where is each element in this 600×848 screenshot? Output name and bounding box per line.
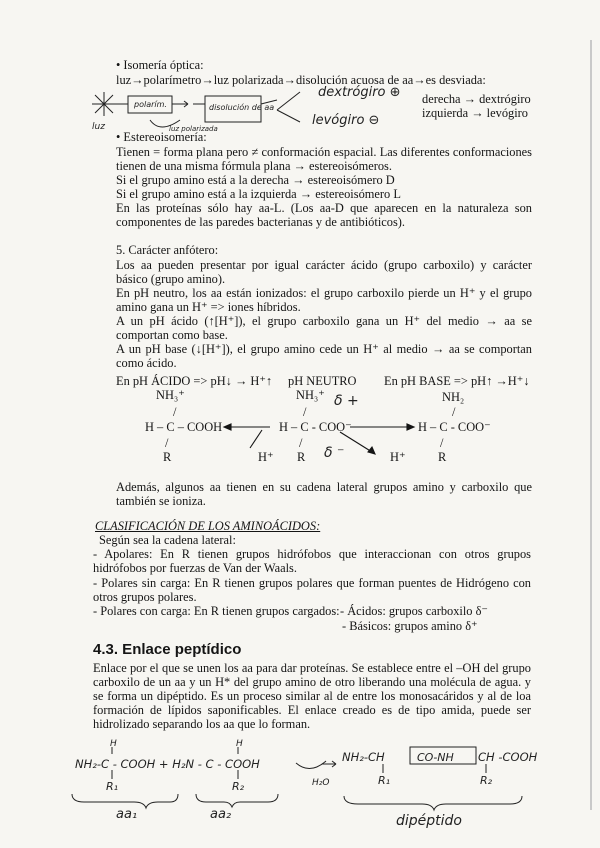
neutral-nh3: NH₃⁺ xyxy=(296,388,325,402)
hw-dipeptido: dipéptido xyxy=(396,813,462,829)
hw-dip-r2: R₂ xyxy=(480,774,493,787)
base-r: R xyxy=(438,450,447,464)
optica-right: derecha → dextrógiro xyxy=(422,92,531,106)
hw-peptide-bond: CO-NH xyxy=(417,751,454,764)
clasif-title: CLASIFICACIÓN DE LOS AMINOÁCIDOS: xyxy=(95,519,321,533)
enlace-heading: 4.3. Enlace peptídico xyxy=(93,641,242,658)
solution-label: disolución de aa xyxy=(209,103,275,112)
anfotero-p2: En pH neutro, los aa están ionizados: el grupo carboxilo pierde un H⁺ y el grupo amino gana un H⁺ => iones híbridos. xyxy=(116,286,532,314)
hw-r2: R₂ xyxy=(232,780,245,793)
base-label: En pH BASE => pH↑ →H⁺↓ xyxy=(384,374,530,388)
delta-minus: δ ⁻ xyxy=(324,445,345,461)
hw-levogiro: levógiro ⊖ xyxy=(312,113,380,128)
clasif-polares: - Polares sin carga: En R tienen grupos polares que forman puentes de Hidrógeno con otros grupos polares. xyxy=(93,576,531,604)
enlace-p1: Enlace por el que se unen los aa para dar proteínas. Se establece entre el –OH del grupo carboxilo de un aa y un H* del grupo amino de otro liberando una molécula de agua. y se forma un dipéptido. Es un proceso similar al de entre los monosacáridos y al de loa formación de lípidos saponificables. El enlace creado es de tipo amida, puede ser hidrolizado separando los aa que lo forman. xyxy=(93,661,531,731)
base-chain: H – C - COO⁻ xyxy=(418,420,491,434)
acid-r: R xyxy=(163,450,172,464)
clasif-cargados: - Polares con carga: En R tienen grupos cargados: xyxy=(93,604,340,618)
delta-plus: δ + xyxy=(334,393,359,409)
hw-r1: R₁ xyxy=(106,780,119,793)
hw-h1: H xyxy=(110,739,117,749)
acid-h: H⁺ xyxy=(258,450,274,464)
estereo-title: • Estereoisomería: xyxy=(116,130,207,144)
hw-reactants: NH₂-C - COOH + H₂N - C - COOH xyxy=(75,757,260,771)
hw-dip-r1: R₁ xyxy=(378,774,391,787)
clasif-apolares: - Apolares: En R tienen grupos hidrófobos que interaccionan con otros grupos hidrófobos por fuerzas de Van der Waals. xyxy=(93,547,531,575)
neutral-label: pH NEUTRO xyxy=(288,374,357,388)
hw-dipeptide-end: CH -COOH xyxy=(478,750,538,764)
estereo-p3: Si el grupo amino está a la izquierda → estereoisómero L xyxy=(116,187,401,201)
luz-polarizada-label: luz polarizada xyxy=(169,125,218,133)
neutral-slash-top: / xyxy=(303,405,307,419)
optica-chain: luz→polarímetro→luz polarizada→disolución acuosa de aa→es desviada: xyxy=(116,73,486,87)
acid-slash-bottom: / xyxy=(165,436,169,450)
acid-nh3: NH₃⁺ xyxy=(156,388,185,402)
acid-slash-top: / xyxy=(173,405,177,419)
neutral-chain: H – C - COO⁻ xyxy=(279,420,352,434)
hw-dipeptide-start: NH₂-CH xyxy=(342,750,385,764)
luz-label: luz xyxy=(92,122,105,132)
hw-dextrogiro: dextrógiro ⊕ xyxy=(318,85,401,100)
base-h: H⁺ xyxy=(390,450,406,464)
hw-h2: H xyxy=(236,739,243,749)
base-slash-bottom: / xyxy=(440,436,444,450)
anfotero-p1: Los aa pueden presentar por igual carácter ácido (grupo carboxilo) y carácter básico (grupo amino). xyxy=(116,258,532,286)
hw-aa1: aa₁ xyxy=(116,807,138,822)
base-slash-top: / xyxy=(452,405,456,419)
anfotero-p3: A un pH ácido (↑[H⁺]), el grupo carboxilo gana un H⁺ del medio → aa se comportan como base. xyxy=(116,314,532,342)
clasif-basicos: - Básicos: grupos amino δ⁺ xyxy=(342,619,478,633)
acid-label: En pH ÁCIDO => pH↓ → H⁺↑ xyxy=(116,374,273,388)
estereo-p2: Si el grupo amino está a la derecha → estereoisómero D xyxy=(116,173,395,187)
anfotero-p4: A un pH base (↓[H⁺]), el grupo amino cede un H⁺ al medio → aa se comportan como ácido. xyxy=(116,342,532,370)
polarimeter-label: polarím. xyxy=(134,100,167,109)
estereo-p1: Tienen = forma plana pero ≠ conformación espacial. Las diferentes conformaciones tienen de una misma fórmula plana → estereoisómeros. xyxy=(116,145,532,173)
anfotero-title: 5. Carácter anfótero: xyxy=(116,243,219,257)
base-nh2: NH₂ xyxy=(442,390,465,404)
estereo-p4: En las proteínas sólo hay aa-L. (Los aa-D que aparecen en la naturaleza son componentes de las paredes bacterianas y de antibióticos). xyxy=(116,201,532,229)
anfotero-p5: Además, algunos aa tienen en su cadena lateral grupos amino y carboxilo que también se ioniza. xyxy=(116,480,532,508)
clasif-acidos: - Ácidos: grupos carboxilo δ⁻ xyxy=(340,604,488,618)
optica-title: • Isomería óptica: xyxy=(116,58,204,72)
clasif-intro: Según sea la cadena lateral: xyxy=(99,533,236,547)
acid-chain: H – C – COOH xyxy=(145,420,223,434)
neutral-slash-bottom: / xyxy=(299,436,303,450)
page-edge xyxy=(590,40,592,810)
hw-aa2: aa₂ xyxy=(210,807,232,822)
hw-water: H₂O xyxy=(312,778,330,788)
neutral-r: R xyxy=(297,450,306,464)
optica-left: izquierda → levógiro xyxy=(422,106,528,120)
